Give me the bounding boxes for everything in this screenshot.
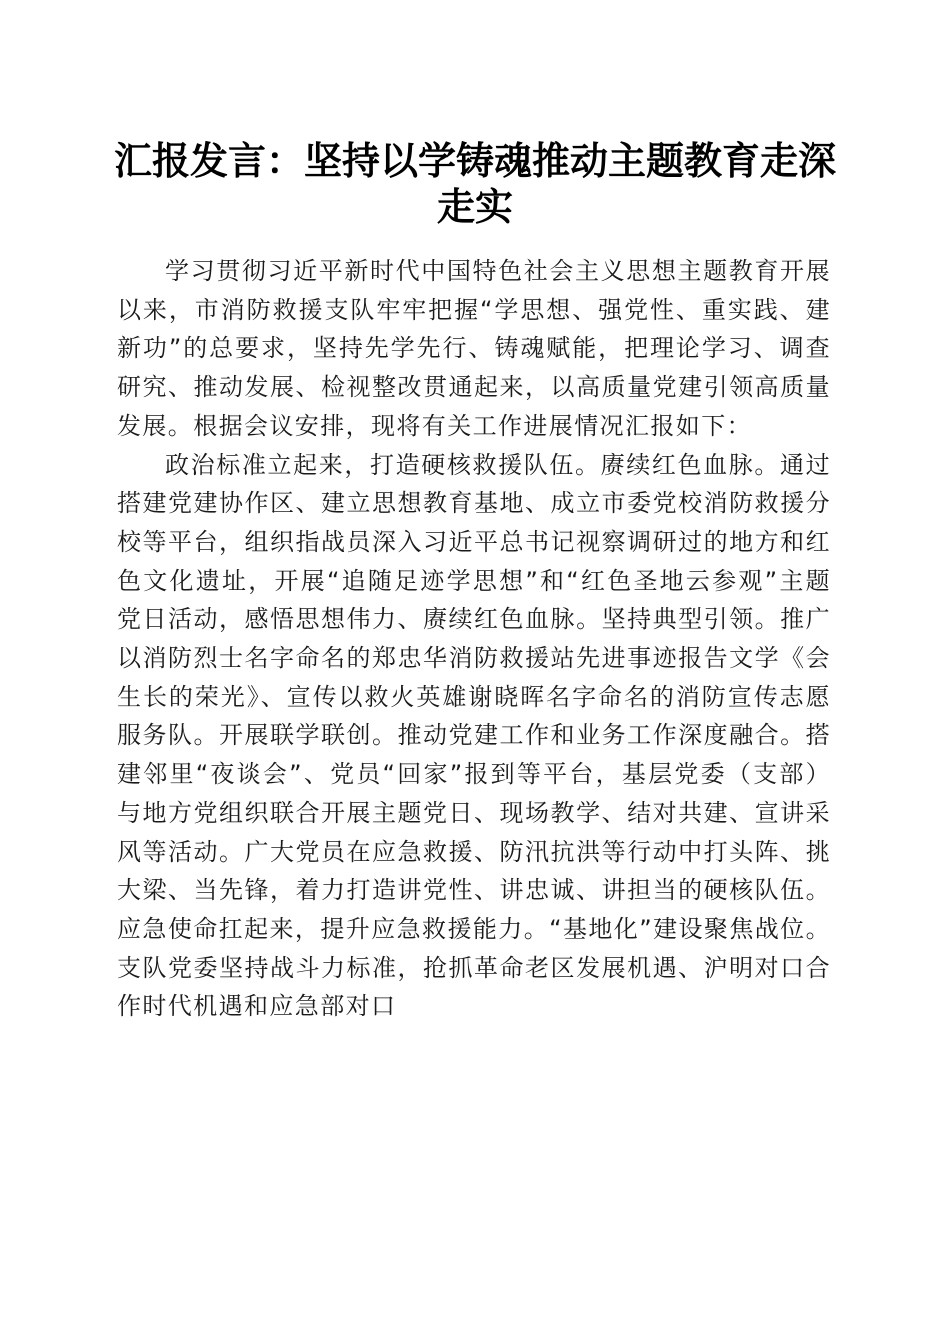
paragraph-intro: 学习贯彻习近平新时代中国特色社会主义思想主题教育开展以来，市消防救援支队牢牢把握“学思想、强党性、重实践、建新功”的总要求，坚持先学先行、铸魂赋能，把理论学习、调查研究、推动发展、检视整改贯通起来，以高质量党建引领高质量发展。根据会议安排，现将有关工作进展情况汇报如下：: [117, 257, 831, 440]
document-body: [117, 252, 831, 1026]
paragraph-political-standards: 政治标准立起来，打造硬核救援队伍。赓续红色血脉。通过搭建党建协作区、建立思想教育基地、成立市委党校消防救援分校等平台，组织指战员深入习近平总书记视察调研过的地方和红色文化遗址，开展“追随足迹学思想”和“红色圣地云参观”主题党日活动，感悟思想伟力、赓续红色血脉。坚持典型引领。推广以消防烈士名字命名的郑忠华消防救援站先进事迹报告文学《会生长的荣光》、宣传以救火英雄谢晓晖名字命名的消防宣传志愿服务队。开展联学联创。推动党建工作和业务工作深度融合。搭建邻里“夜谈会”、党员“回家”报到等平台，基层党委（支部）与地方党组织联合开展主题党日、现场教学、结对共建、宣讲采风等活动。广大党员在应急救援、防汛抗洪等行动中打头阵、挑大梁、当先锋，着力打造讲党性、讲忠诚、讲担当的硬核队伍。应急使命扛起来，提升应急救援能力。“基地化”建设聚焦战位。支队党委坚持战斗力标准，抢抓革命老区发展机遇、沪明对口合作时代机遇和应急部对口: [117, 450, 831, 1021]
document-title: 汇报发言：坚持以学铸魂推动主题教育走深走实: [113, 138, 836, 229]
